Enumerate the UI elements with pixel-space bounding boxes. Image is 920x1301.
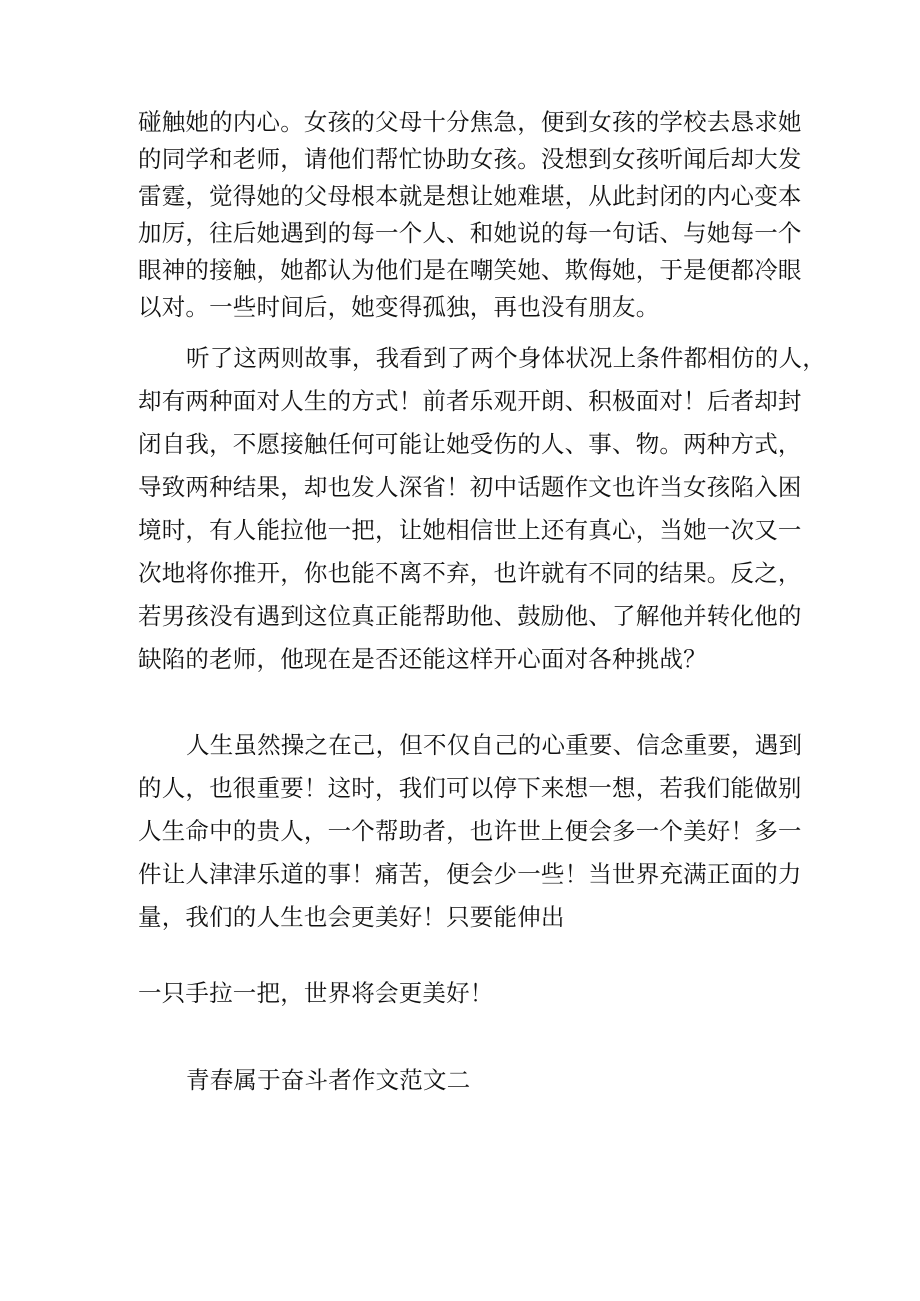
paragraph-line: 闭自我，不愿接触任何可能让她受伤的人、事、物。两种方式， (138, 430, 802, 458)
paragraph-line: 缺陷的老师，他现在是否还能这样开心面对各种挑战？ (138, 645, 707, 673)
paragraph-line: 人生命中的贵人，一个帮助者，也许世上便会多一个美好！多一 (138, 817, 802, 845)
paragraph-line: 导致两种结果，却也发人深省！初中话题作文也许当女孩陷入困 (138, 473, 802, 501)
paragraph-line: 的人，也很重要！这时，我们可以停下来想一想，若我们能做别 (138, 774, 802, 802)
paragraph-line: 次地将你推开，你也能不离不弃，也许就有不同的结果。反之， (138, 559, 802, 587)
section-heading: 青春属于奋斗者作文范文二 (186, 1066, 471, 1094)
paragraph-line: 人生虽然操之在己，但不仅自己的心重要、信念重要，遇到 (186, 731, 803, 759)
paragraph-line: 的同学和老师，请他们帮忙协助女孩。没想到女孩听闻后却大发 (138, 145, 802, 173)
paragraph-line: 境时，有人能拉他一把，让她相信世上还有真心，当她一次又一 (138, 516, 802, 544)
paragraph-line: 件让人津津乐道的事！痛苦，便会少一些！当世界充满正面的力 (138, 860, 802, 888)
paragraph-line: 碰触她的内心。女孩的父母十分焦急，便到女孩的学校去恳求她 (138, 108, 802, 136)
paragraph-line: 加厉，往后她遇到的每一个人、和她说的每一句话、与她每一个 (138, 219, 802, 247)
paragraph-line: 量，我们的人生也会更美好！只要能伸出 (138, 903, 565, 931)
paragraph-line: 却有两种面对人生的方式！前者乐观开朗、积极面对！后者却封 (138, 387, 802, 415)
paragraph-line: 雷霆，觉得她的父母根本就是想让她难堪，从此封闭的内心变本 (138, 182, 802, 210)
paragraph-line: 以对。一些时间后，她变得孤独，再也没有朋友。 (138, 293, 660, 321)
paragraph-line: 若男孩没有遇到这位真正能帮助他、鼓励他、了解他并转化他的 (138, 602, 802, 630)
paragraph-line: 一只手拉一把，世界将会更美好！ (138, 979, 494, 1007)
paragraph-line: 眼神的接触，她都认为他们是在嘲笑她、欺侮她，于是便都冷眼 (138, 256, 802, 284)
paragraph-line: 听了这两则故事，我看到了两个身体状况上条件都相仿的人， (186, 344, 826, 372)
